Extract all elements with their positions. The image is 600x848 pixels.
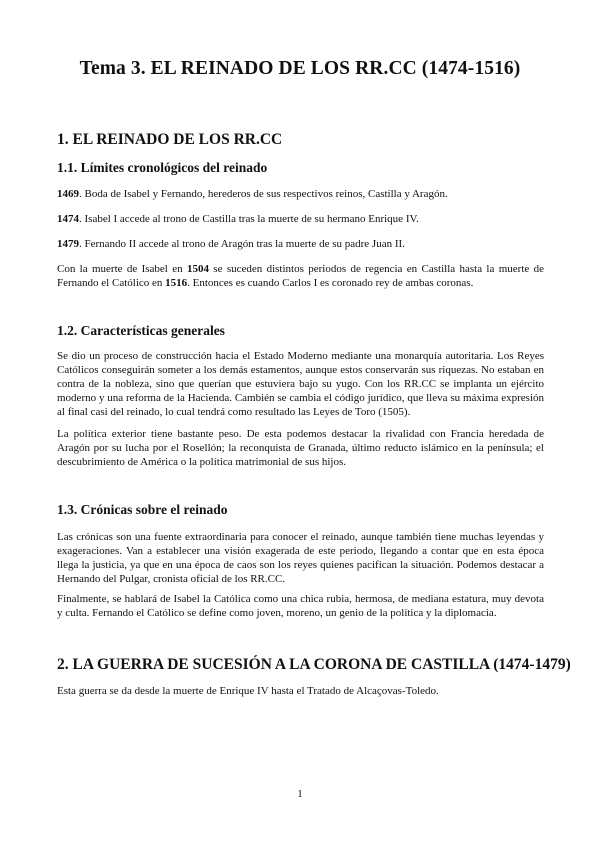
chronology-item bbox=[57, 237, 544, 251]
section-1-heading: 1. EL REINADO DE LOS RR.CC bbox=[57, 131, 283, 148]
paragraph-foreign-policy: La política exterior tiene bastante peso. De esta podemos destacar la rivalidad con Francia heredada de Aragón por su lucha por el Rosellón; la reconquista de Granada, último reducto islámico en la península; el descubrimiento de América o la política matrimonial de sus hijos. bbox=[57, 428, 544, 468]
text-run: . Entonces es cuando Carlos I es coronado rey de ambas coronas. bbox=[187, 277, 474, 289]
subsection-1-3-heading: 1.3. Crónicas sobre el reinado bbox=[57, 502, 228, 517]
document-title: Tema 3. EL REINADO DE LOS RR.CC (1474-1516) bbox=[79, 58, 521, 79]
chronology-year: 1479 bbox=[57, 238, 79, 250]
chronology-text: . Boda de Isabel y Fernando, herederos de sus respectivos reinos, Castilla y Aragón. bbox=[79, 188, 448, 200]
page-number: 1 bbox=[297, 788, 303, 800]
chronology-text: . Fernando II accede al trono de Aragón tras la muerte de su padre Juan II. bbox=[79, 238, 405, 250]
paragraph-portraits: Finalmente, se hablará de Isabel la Católica como una chica rubia, hermosa, de mediana estatura, muy devota y culta. Fernando el Católico se define como joven, moreno, un genio de la política y la diplomacia. bbox=[57, 593, 544, 619]
paragraph-general-characteristics: Se dio un proceso de construcción hacia el Estado Moderno mediante una monarquía autoritaria. Los Reyes Católicos conseguirán someter a los demás estamentos, aunque estos conservarán sus riquezas. No estaban en contra de la nobleza, sino que querían que estuviera bajo su yugo. Con los RR.CC se implanta un ejército moderno y una reforma de la Hacienda. Cambién se cambia el código jurídico, que lleva su máxima expresión al final casi del reinado, lo cual tendrá como resultado las Leyes de Toro (1505). bbox=[57, 350, 544, 418]
text-run: se suceden distintos periodos de regencia en Castilla hasta la muerte de Fernando el Católico en bbox=[57, 263, 544, 289]
paragraph-closing-chronology bbox=[57, 262, 544, 290]
paragraph-war-intro: Esta guerra se da desde la muerte de Enrique IV hasta el Tratado de Alcaçovas-Toledo. bbox=[57, 685, 439, 697]
section-2-heading: 2. LA GUERRA DE SUCESIÓN A LA CORONA DE CASTILLA (1474-1479) bbox=[57, 656, 571, 673]
text-run: Con la muerte de Isabel en bbox=[57, 263, 187, 275]
year-1516: 1516 bbox=[165, 277, 188, 289]
chronology-item bbox=[57, 212, 544, 226]
chronology-item bbox=[57, 187, 544, 201]
chronology-year: 1474 bbox=[57, 213, 79, 225]
paragraph-chronicles: Las crónicas son una fuente extraordinaria para conocer el reinado, aunque también tiene muchas leyendas y exageraciones. Van a establecer una visión exagerada de este periodo, llegando a contar que en esta época llega la justicia, ya que en una época de caos son los reyes quienes pacifican la situación. Podemos destacar a Hernando del Pulgar, cronista oficial de los RR.CC. bbox=[57, 531, 544, 585]
year-1504: 1504 bbox=[186, 263, 209, 275]
subsection-1-1-heading: 1.1. Límites cronológicos del reinado bbox=[57, 160, 268, 175]
subsection-1-2-heading: 1.2. Características generales bbox=[57, 323, 225, 338]
chronology-text: . Isabel I accede al trono de Castilla tras la muerte de su hermano Enrique IV. bbox=[79, 213, 419, 225]
chronology-year: 1469 bbox=[57, 188, 79, 200]
